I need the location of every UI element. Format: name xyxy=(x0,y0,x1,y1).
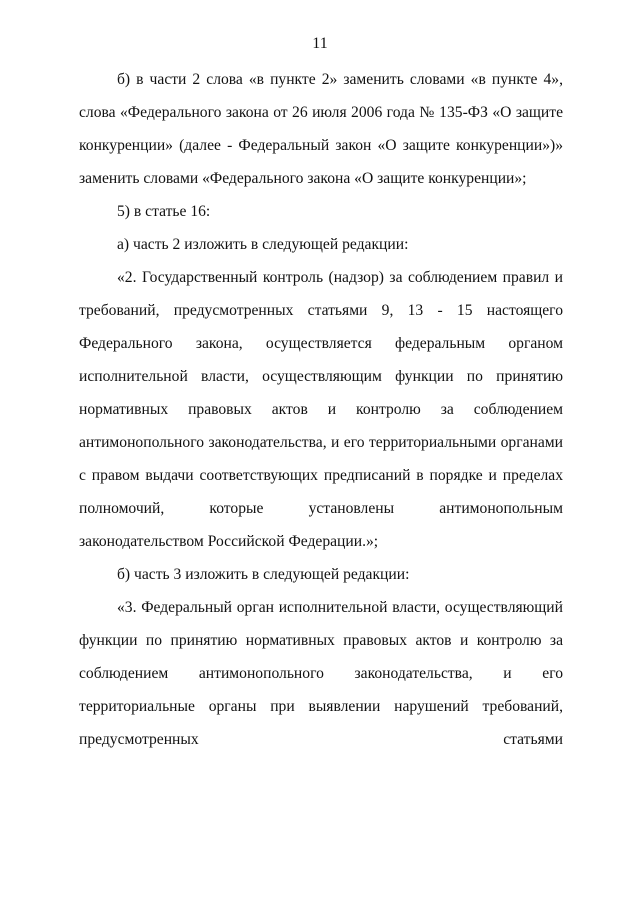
paragraph-b-part-2: б) в части 2 слова «в пункте 2» заменить словами «в пункте 4», слова «Федерального закона от 26 июля 2006 года № 135-ФЗ «О защите конкуренции» (далее - Федеральный закон «О защите конкуренции»)» заменить словами «Федерального закона «О защите конкуренции»; xyxy=(79,71,563,187)
page-number: 11 xyxy=(312,35,328,52)
paragraph-article-16: 5) в статье 16: xyxy=(117,203,211,220)
paragraph-a-part-2: а) часть 2 изложить в следующей редакции: xyxy=(117,236,409,253)
paragraph-clause-2-text: «2. Государственный контроль (надзор) за соблюдением правил и требований, предусмотренных статьями 9, 13 - 15 настоящего Федерального закона, осуществляется федеральным органом исполнительной власти, осуществляющим функции по принятию нормативных правовых актов и контролю за соблюдением антимонопольного законодательства, и его территориальными органами с правом выдачи соответствующих предписаний в порядке и пределах полномочий, которые установлены антимонопольным законодательством Российской Федерации.»; xyxy=(79,269,563,550)
document-body xyxy=(79,63,563,756)
paragraph-b-part-3: б) часть 3 изложить в следующей редакции: xyxy=(117,566,410,583)
paragraph-clause-3-text: «3. Федеральный орган исполнительной власти, осуществляющий функции по принятию нормативных правовых актов и контролю за соблюдением антимонопольного законодательства, и его территориальные органы при выявлении нарушений требований, предусмотренных статьями xyxy=(79,599,563,748)
